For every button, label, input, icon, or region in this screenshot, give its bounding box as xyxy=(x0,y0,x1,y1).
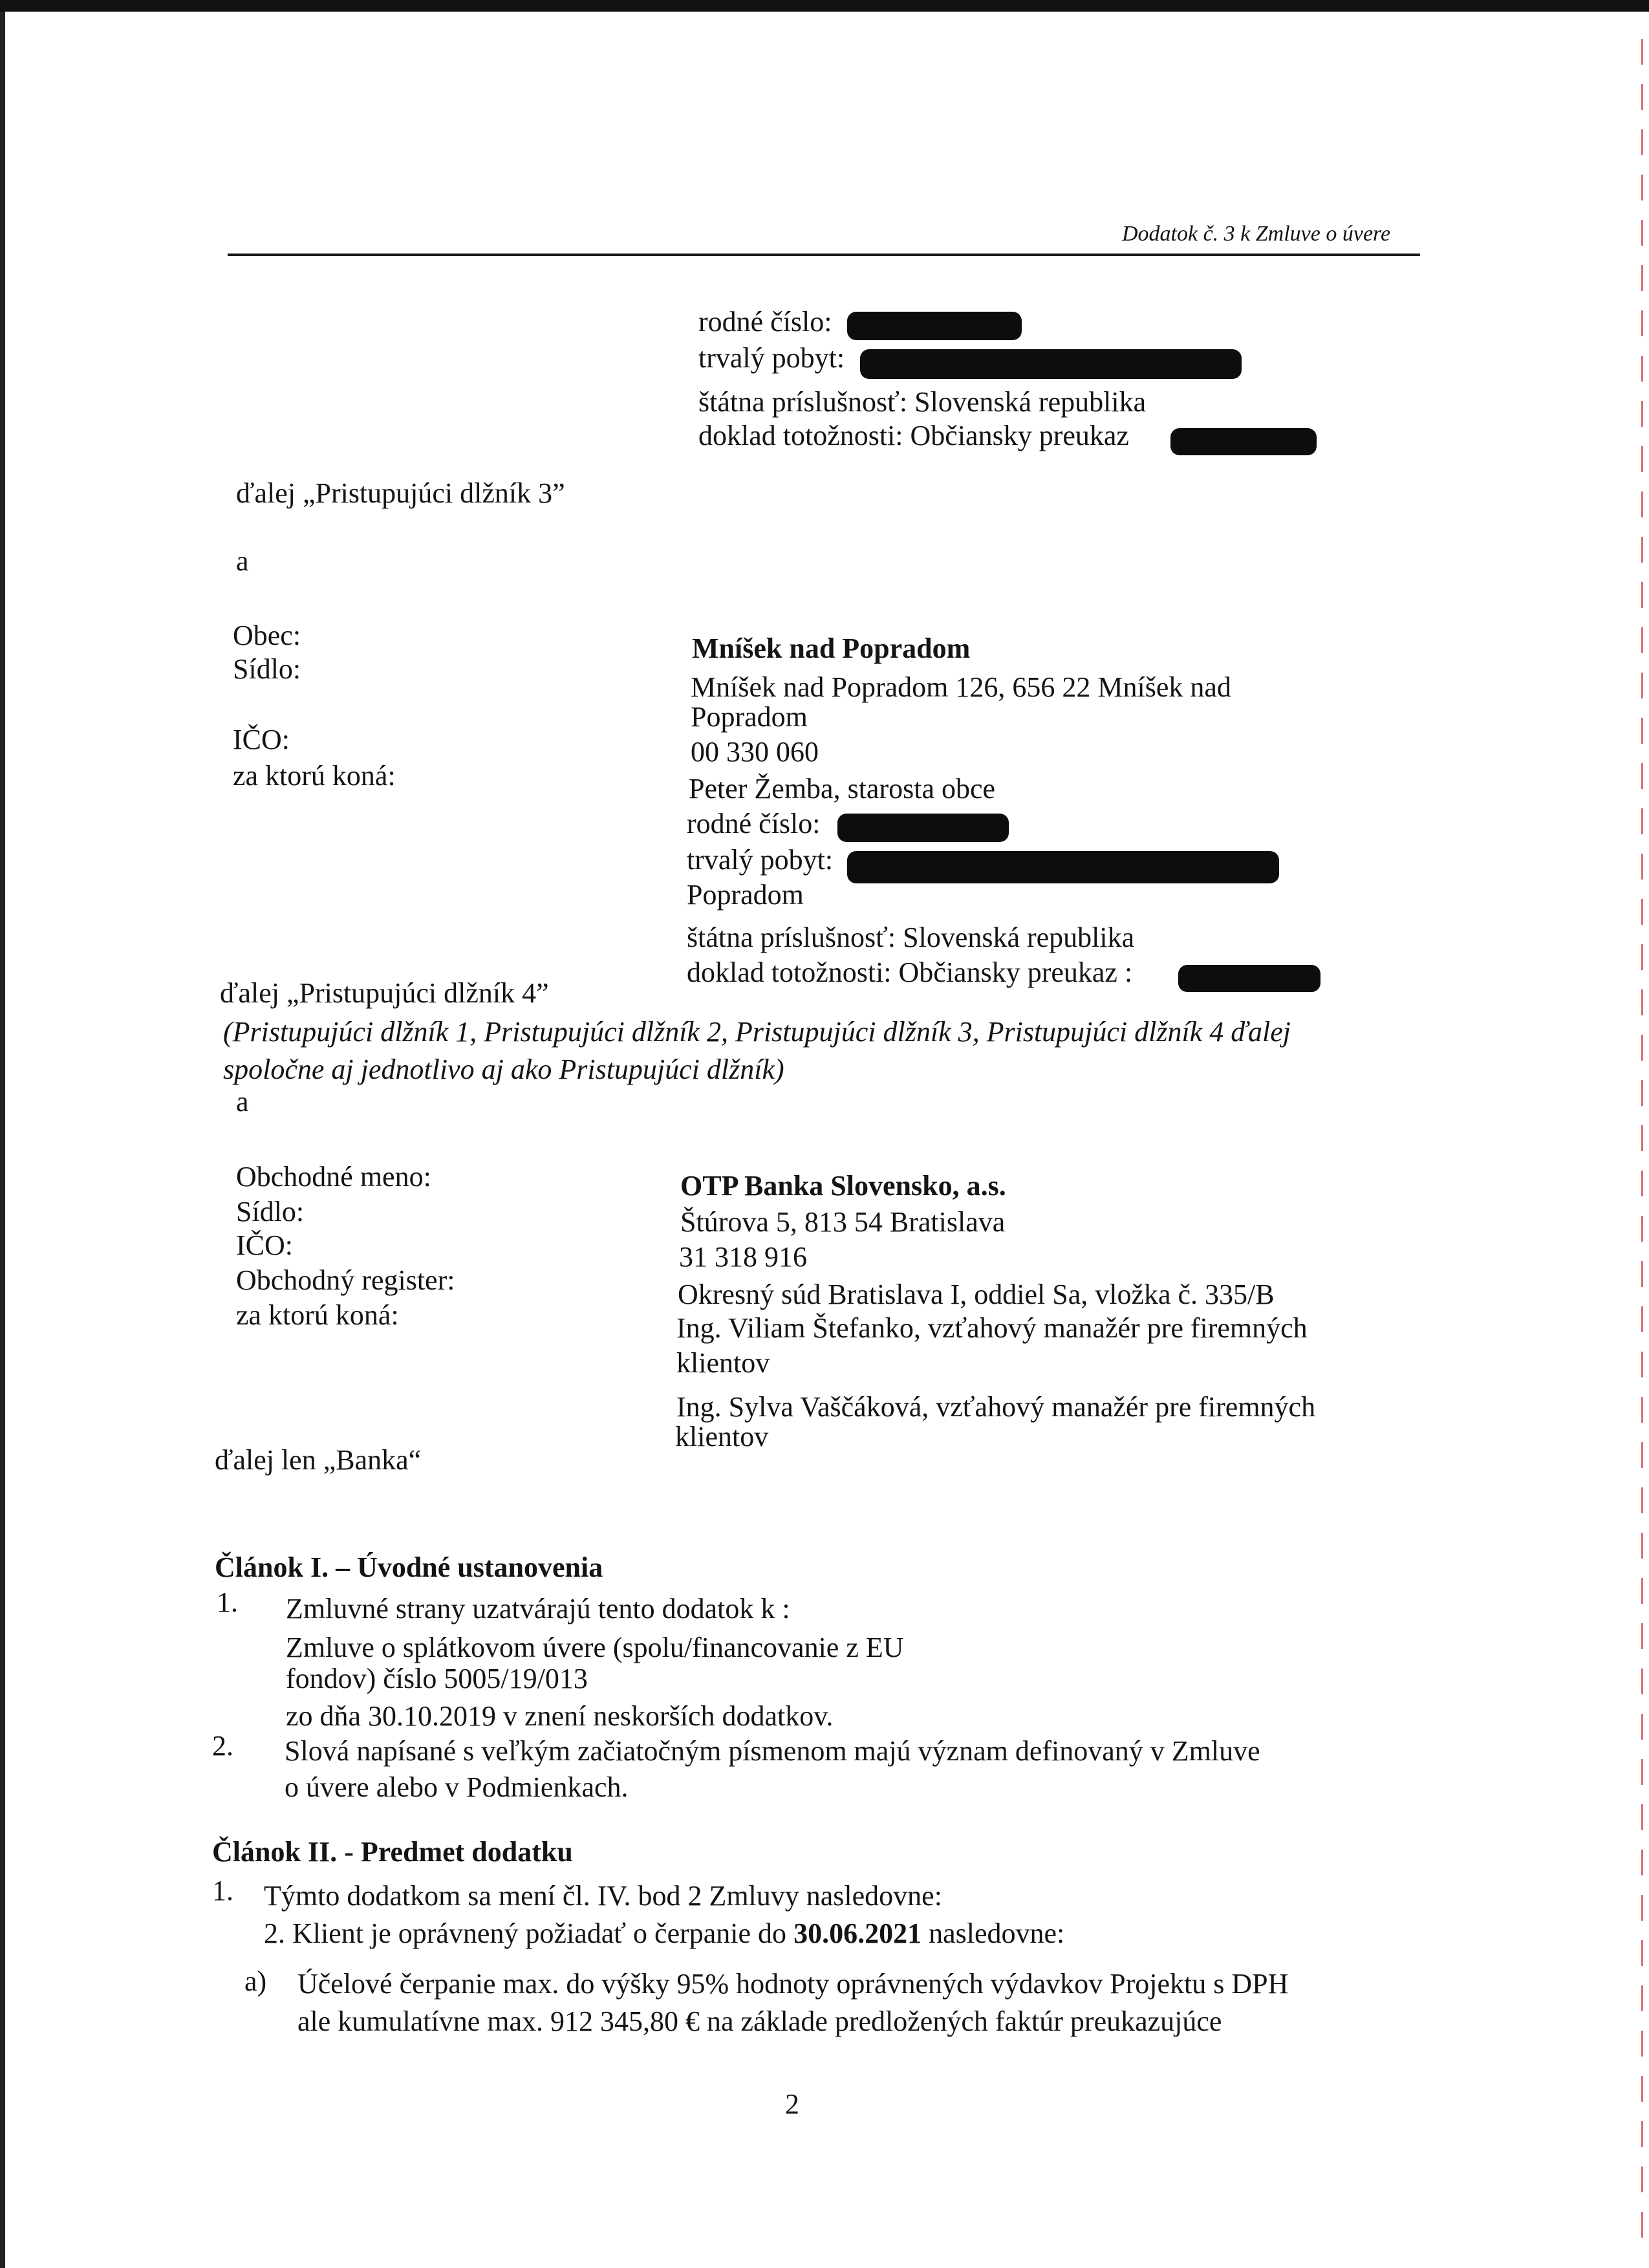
d4-rodne-cislo-label: rodné číslo: xyxy=(687,808,821,839)
d4-label-ico: IČO: xyxy=(233,724,290,755)
collective-definition-line1: (Pristupujúci dlžník 1, Pristupujúci dlžník 2, Pristupujúci dlžník 3, Pristupujúci dlžník 4 ďalej xyxy=(223,1016,1291,1048)
article2-item1-number: 1. xyxy=(212,1875,233,1906)
d3-designation: ďalej „Pristupujúci dlžník 3” xyxy=(236,477,565,509)
d4-statna-prislusnost: štátna príslušnosť: Slovenská republika xyxy=(687,922,1135,953)
d4-name: Mníšek nad Popradom xyxy=(692,632,971,664)
bank-name: OTP Banka Slovensko, a.s. xyxy=(680,1170,1006,1202)
article1-heading: Článok I. – Úvodné ustanovenia xyxy=(215,1551,603,1583)
connector-a: a xyxy=(236,1086,249,1118)
d3-statna-prislusnost: štátna príslušnosť: Slovenská republika xyxy=(698,386,1147,418)
d4-address-line1: Mníšek nad Popradom 126, 656 22 Mníšek nad xyxy=(691,671,1231,703)
d4-ico: 00 330 060 xyxy=(691,736,819,768)
article2-subpoint2-prefix: 2. Klient je oprávnený požiadať o čerpanie do xyxy=(264,1917,794,1949)
d3-doklad-label: doklad totožnosti: Občiansky preukaz xyxy=(698,420,1129,451)
bank-rep2-line1: Ing. Sylva Vaščáková, vzťahový manažér pre firemných xyxy=(676,1391,1316,1423)
article1-item2-line2: o úvere alebo v Podmienkach. xyxy=(285,1771,629,1803)
article2-subpoint2-suffix: nasledovne: xyxy=(921,1917,1065,1949)
redaction-bar xyxy=(847,851,1279,883)
article1-item1-line2: Zmluve o splátkovom úvere (spolu/financovanie z EU xyxy=(286,1632,904,1663)
bank-address: Štúrova 5, 813 54 Bratislava xyxy=(680,1206,1006,1238)
article2-heading: Článok II. - Predmet dodatku xyxy=(212,1836,573,1868)
d3-trvaly-pobyt-label: trvalý pobyt: xyxy=(698,342,845,374)
article2-item1-text: Týmto dodatkom sa mení čl. IV. bod 2 Zmluvy nasledovne: xyxy=(264,1880,942,1912)
article2-a-line2: ale kumulatívne max. 912 345,80 € na základe predložených faktúr preukazujúce xyxy=(297,2005,1222,2037)
article2-subpoint2-date: 30.06.2021 xyxy=(793,1917,922,1949)
d4-doklad-label: doklad totožnosti: Občiansky preukaz : xyxy=(687,956,1133,988)
bank-rep1-line2: klientov xyxy=(676,1347,770,1379)
d4-designation: ďalej „Pristupujúci dlžník 4” xyxy=(220,977,549,1009)
bank-rep1-line1: Ing. Viliam Štefanko, vzťahový manažér pre firemných xyxy=(676,1312,1308,1344)
article1-item2-line1: Slová napísané s veľkým začiatočným písmenom majú význam definovaný v Zmluve xyxy=(285,1735,1260,1767)
bank-label-sidlo: Sídlo: xyxy=(236,1196,305,1227)
redaction-bar xyxy=(847,312,1022,340)
scan-right-edge xyxy=(1641,39,1643,2238)
page-number: 2 xyxy=(785,2088,799,2120)
bank-ico: 31 318 916 xyxy=(679,1241,807,1273)
collective-definition-line2: spoločne aj jednotlivo aj ako Pristupujúci dlžník) xyxy=(223,1053,784,1085)
d4-trvaly-pobyt-label: trvalý pobyt: xyxy=(687,844,834,876)
d4-representative: Peter Žemba, starosta obce xyxy=(689,773,996,805)
redaction-bar xyxy=(860,349,1242,379)
redaction-bar xyxy=(837,814,1009,842)
bank-label-obchodne-meno: Obchodné meno: xyxy=(236,1161,431,1193)
article1-item1-line1: Zmluvné strany uzatvárajú tento dodatok k : xyxy=(286,1593,790,1625)
article1-item1-line4: zo dňa 30.10.2019 v znení neskorších dodatkov. xyxy=(286,1700,834,1732)
article1-item1-number: 1. xyxy=(217,1586,238,1618)
connector-a: a xyxy=(236,545,249,577)
article2-a-line1: Účelové čerpanie max. do výšky 95% hodnoty oprávnených výdavkov Projektu s DPH xyxy=(297,1968,1289,2000)
bank-rep2-line2: klientov xyxy=(675,1421,769,1453)
bank-label-za-ktoru: za ktorú koná: xyxy=(236,1299,399,1331)
scan-top-border xyxy=(0,0,1649,12)
bank-register: Okresný súd Bratislava I, oddiel Sa, vložka č. 335/B xyxy=(678,1279,1275,1310)
redaction-bar xyxy=(1170,428,1317,455)
d4-trvaly-pobyt-cont: Popradom xyxy=(687,879,804,911)
redaction-bar xyxy=(1178,965,1320,992)
bank-label-ico: IČO: xyxy=(236,1229,293,1261)
running-header: Dodatok č. 3 k Zmluve o úvere xyxy=(1122,222,1391,246)
article2-a-label: a) xyxy=(244,1965,267,1997)
d4-label-obec: Obec: xyxy=(233,620,301,651)
bank-label-register: Obchodný register: xyxy=(236,1264,455,1296)
article2-subpoint2 xyxy=(264,1916,1064,1952)
scan-left-edge xyxy=(0,12,5,2268)
bank-designation: ďalej len „Banka“ xyxy=(215,1444,422,1476)
d4-address-line2: Popradom xyxy=(691,701,808,733)
d3-rodne-cislo-label: rodné číslo: xyxy=(698,306,832,338)
article1-item2-number: 2. xyxy=(212,1730,233,1762)
d4-label-sidlo: Sídlo: xyxy=(233,653,301,685)
d4-label-za-ktoru: za ktorú koná: xyxy=(233,760,396,792)
header-rule xyxy=(228,254,1420,256)
article1-item1-line3: fondov) číslo 5005/19/013 xyxy=(286,1663,588,1694)
